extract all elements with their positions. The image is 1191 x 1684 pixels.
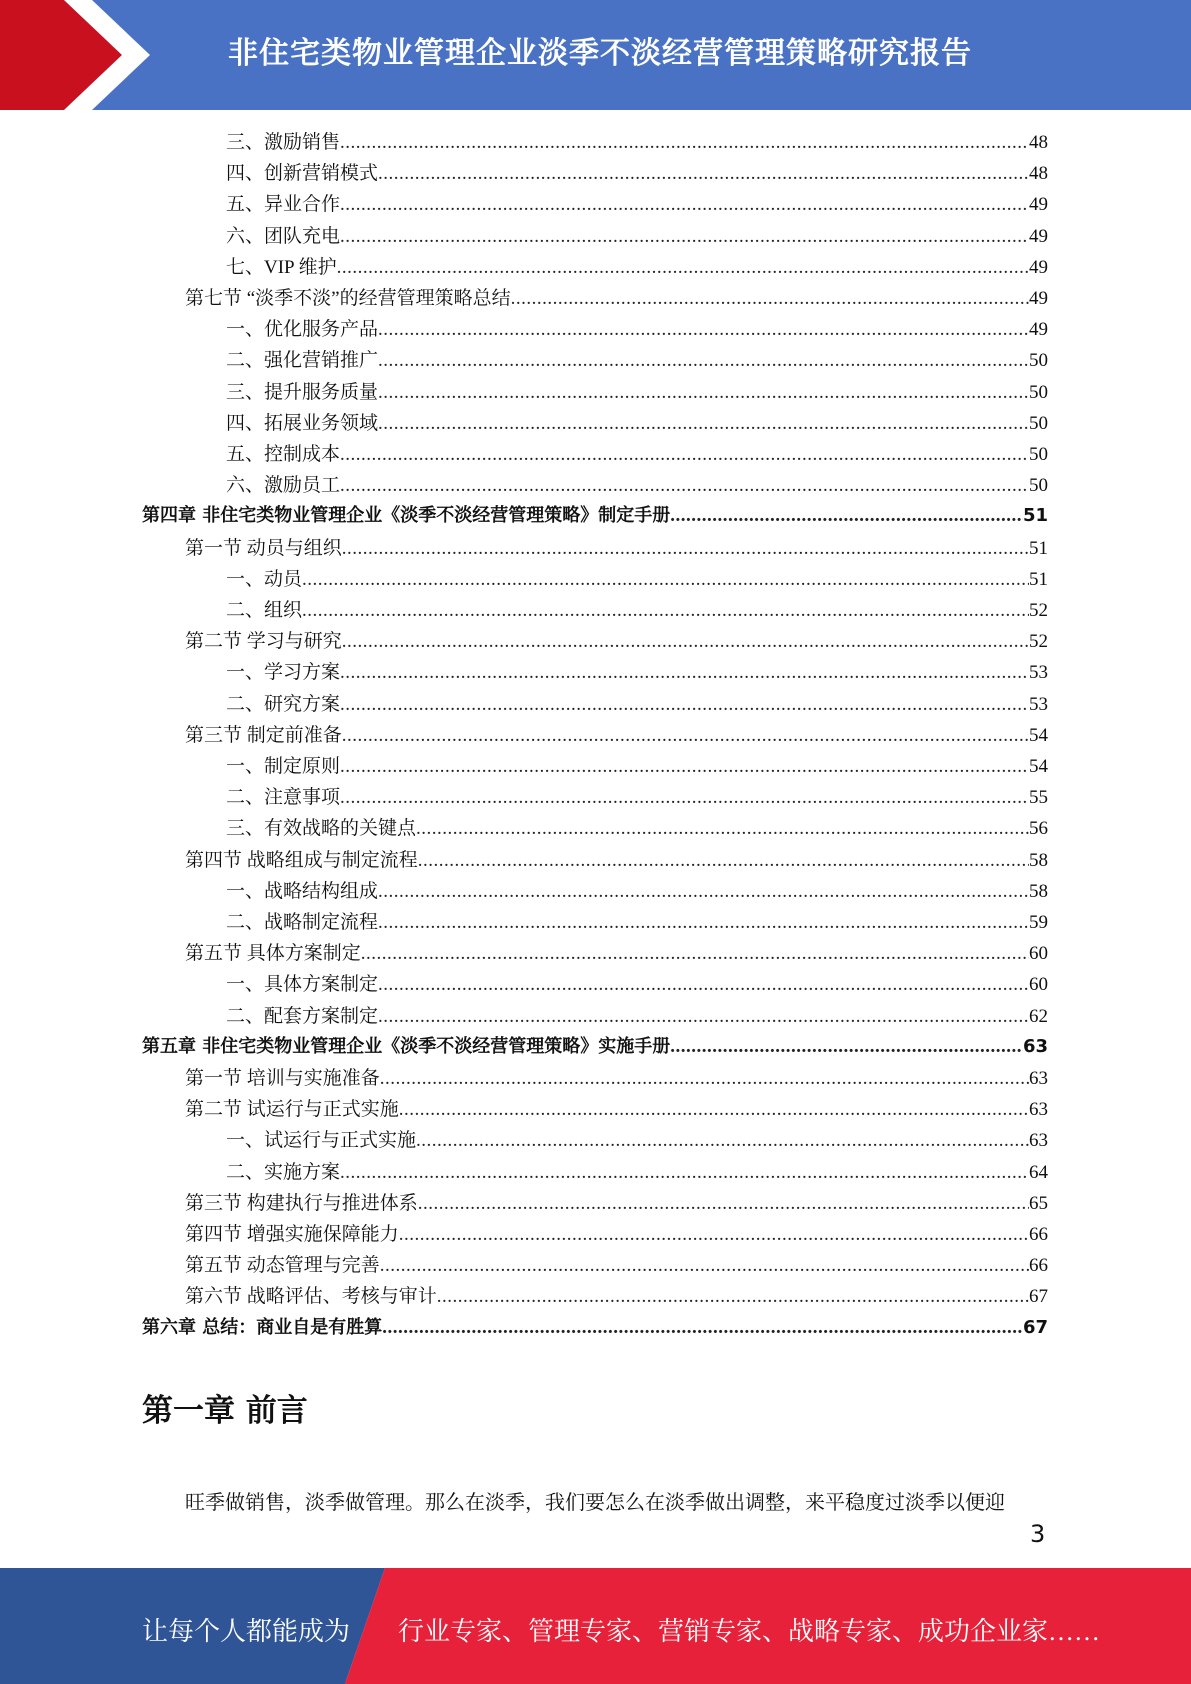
toc-entry-page: 50 — [1029, 350, 1048, 372]
toc-entry-page: 48 — [1029, 163, 1048, 185]
toc-entry-title: 三、有效战略的关键点 — [226, 818, 417, 840]
footer-slogan-left: 让每个人都能成为 — [142, 1617, 351, 1646]
toc-entry[interactable] — [226, 158, 1048, 189]
toc-entry-title: 七、VIP 维护 — [226, 256, 337, 278]
toc-entry-page: 65 — [1029, 1192, 1048, 1214]
toc-entry-page: 55 — [1029, 787, 1048, 809]
toc-entry[interactable] — [226, 907, 1048, 938]
toc-leader-dots — [340, 756, 1029, 778]
toc-entry-page: 58 — [1029, 880, 1048, 902]
toc-entry[interactable] — [226, 252, 1048, 283]
toc-entry-page: 50 — [1029, 381, 1048, 403]
toc-leader-dots — [340, 787, 1029, 809]
toc-entry-page: 50 — [1029, 444, 1048, 465]
toc-leader-dots — [416, 818, 1029, 840]
toc-leader-dots — [382, 1317, 1023, 1339]
toc-entry-page: 62 — [1029, 1005, 1048, 1027]
toc-entry-title: 第五节 动态管理与完善 — [185, 1255, 380, 1277]
toc-entry[interactable] — [226, 127, 1048, 158]
toc-entry-title: 第四节 战略组成与制定流程 — [185, 849, 418, 871]
toc-entry-page: 50 — [1029, 475, 1048, 497]
toc-entry[interactable] — [185, 1250, 1048, 1281]
toc-leader-dots — [418, 850, 1029, 872]
body-paragraph: 旺季做销售，淡季做管理。那么在淡季，我们要怎么在淡季做出调整，来平稳度过淡季以便迎 — [185, 1492, 1005, 1514]
toc-entry-page: 51 — [1029, 568, 1048, 590]
toc-leader-dots — [399, 1099, 1029, 1121]
toc-entry[interactable] — [142, 1313, 1048, 1344]
toc-entry-title: 二、配套方案制定 — [226, 1005, 379, 1027]
toc-entry[interactable] — [185, 533, 1048, 564]
toc-entry[interactable] — [185, 1281, 1048, 1312]
toc-leader-dots — [378, 163, 1029, 185]
toc-leader-dots — [399, 1224, 1029, 1246]
toc-leader-dots — [670, 505, 1023, 527]
toc-entry[interactable] — [226, 377, 1048, 408]
toc-entry-title: 六、激励员工 — [226, 475, 341, 497]
toc-entry[interactable] — [226, 189, 1048, 220]
toc-entry-page: 54 — [1029, 724, 1048, 746]
toc-leader-dots — [340, 194, 1029, 216]
toc-entry-page: 60 — [1029, 943, 1048, 965]
toc-entry-title: 第七节 “淡季不淡”的经营管理策略总结 — [185, 288, 511, 309]
toc-leader-dots — [378, 413, 1029, 435]
toc-entry-page: 48 — [1029, 132, 1048, 153]
toc-leader-dots — [416, 1130, 1029, 1152]
toc-leader-dots — [340, 1162, 1029, 1184]
toc-entry-page: 52 — [1029, 631, 1048, 653]
toc-entry-title: 第三节 制定前准备 — [185, 724, 342, 746]
toc-entry[interactable] — [142, 1032, 1048, 1063]
toc-entry[interactable] — [226, 408, 1048, 439]
toc-leader-dots — [340, 662, 1029, 684]
toc-leader-dots — [437, 1286, 1029, 1308]
toc-leader-dots — [378, 1006, 1029, 1028]
toc-leader-dots — [342, 725, 1029, 747]
toc-entry-page: 51 — [1022, 505, 1048, 527]
toc-entry[interactable] — [185, 845, 1048, 876]
toc-entry[interactable] — [185, 283, 1048, 314]
toc-entry[interactable] — [226, 470, 1048, 501]
toc-entry[interactable] — [226, 564, 1048, 595]
toc-entry[interactable] — [226, 1125, 1048, 1156]
toc-entry[interactable] — [226, 314, 1048, 345]
toc-entry-page: 49 — [1029, 256, 1048, 278]
toc-entry-page: 52 — [1029, 600, 1048, 621]
toc-entry[interactable] — [142, 501, 1048, 532]
toc-leader-dots — [378, 881, 1029, 903]
document-title: 非住宅类物业管理企业淡季不淡经营管理策略研究报告 — [228, 36, 972, 71]
toc-entry-page: 49 — [1029, 288, 1048, 309]
toc-entry-title: 一、战略结构组成 — [226, 880, 379, 902]
toc-entry-title: 二、实施方案 — [226, 1161, 341, 1183]
toc-entry-title: 四、创新营销模式 — [226, 163, 379, 185]
toc-entry[interactable] — [185, 1188, 1048, 1219]
toc-entry[interactable] — [226, 813, 1048, 844]
toc-leader-dots — [511, 288, 1029, 310]
toc-entry-title: 二、战略制定流程 — [226, 912, 379, 933]
toc-entry-page: 67 — [1029, 1286, 1048, 1308]
toc-entry[interactable] — [226, 1001, 1048, 1032]
toc-entry[interactable] — [226, 657, 1048, 688]
toc-entry-page: 51 — [1029, 537, 1048, 559]
toc-leader-dots — [378, 350, 1029, 372]
toc-entry-title: 第五节 具体方案制定 — [185, 943, 361, 965]
toc-entry-title: 第二节 学习与研究 — [185, 631, 342, 653]
toc-entry-page: 66 — [1029, 1224, 1048, 1245]
toc-entry-page: 49 — [1029, 194, 1048, 216]
toc-entry-title: 第六节 战略评估、考核与审计 — [185, 1286, 437, 1308]
toc-leader-dots — [378, 912, 1029, 934]
toc-entry-title: 第一节 动员与组织 — [185, 537, 342, 559]
page-header — [0, 0, 1191, 110]
toc-entry-title: 一、制定原则 — [226, 756, 341, 777]
toc-leader-dots — [418, 1193, 1029, 1215]
toc-entry-title: 一、学习方案 — [226, 662, 341, 684]
toc-leader-dots — [302, 569, 1029, 591]
toc-entry-title: 第三节 构建执行与推进体系 — [185, 1192, 418, 1214]
toc-entry-title: 第五章 非住宅类物业管理企业《淡季不淡经营管理策略》实施手册 — [142, 1035, 671, 1057]
toc-leader-dots — [340, 444, 1029, 466]
toc-entry[interactable] — [226, 595, 1048, 626]
toc-entry-title: 三、提升服务质量 — [226, 381, 379, 403]
toc-entry-title: 五、异业合作 — [226, 194, 341, 216]
toc-entry-page: 63 — [1029, 1130, 1048, 1152]
toc-leader-dots — [380, 1255, 1029, 1277]
toc-leader-dots — [340, 694, 1029, 716]
toc-entry-title: 第二节 试运行与正式实施 — [185, 1099, 399, 1121]
toc-entry[interactable] — [185, 626, 1048, 657]
toc-entry-page: 53 — [1029, 662, 1048, 684]
toc-leader-dots — [378, 319, 1029, 341]
toc-leader-dots — [378, 382, 1029, 404]
toc-leader-dots — [342, 631, 1029, 653]
toc-leader-dots — [340, 132, 1029, 154]
toc-entry-page: 50 — [1029, 412, 1048, 434]
toc-entry[interactable] — [226, 969, 1048, 1000]
toc-entry-title: 第六章 总结：商业自是有胜算 — [142, 1316, 383, 1338]
toc-entry[interactable] — [226, 751, 1048, 782]
toc-entry-title: 一、动员 — [226, 568, 303, 590]
toc-leader-dots — [337, 257, 1029, 279]
toc-entry-title: 五、控制成本 — [226, 444, 341, 465]
toc-entry-title: 第一节 培训与实施准备 — [185, 1068, 380, 1089]
toc-entry-title: 二、强化营销推广 — [226, 350, 379, 372]
toc-entry[interactable] — [185, 1219, 1048, 1250]
toc-leader-dots — [340, 226, 1029, 248]
toc-entry-page: 56 — [1029, 818, 1048, 840]
toc-entry-page: 54 — [1029, 756, 1048, 777]
toc-entry-title: 三、激励销售 — [226, 132, 341, 153]
toc-entry[interactable] — [226, 345, 1048, 376]
toc-entry-page: 58 — [1029, 849, 1048, 871]
page-footer — [0, 1568, 1191, 1684]
toc-entry-title: 二、注意事项 — [226, 787, 341, 809]
toc-entry-title: 一、优化服务产品 — [226, 319, 379, 341]
toc-entry[interactable] — [226, 689, 1048, 720]
toc-entry[interactable] — [226, 1157, 1048, 1188]
toc-entry[interactable] — [185, 1063, 1048, 1094]
toc-entry[interactable] — [226, 439, 1048, 470]
toc-entry[interactable] — [226, 782, 1048, 813]
toc-entry[interactable] — [185, 720, 1048, 751]
toc-entry-page: 49 — [1029, 319, 1048, 341]
toc-entry-page: 63 — [1022, 1035, 1048, 1057]
toc-entry-page: 49 — [1029, 225, 1048, 247]
toc-leader-dots — [670, 1036, 1023, 1058]
toc-entry-page: 67 — [1022, 1316, 1048, 1338]
toc-entry-title: 一、试运行与正式实施 — [226, 1130, 417, 1152]
toc-entry-title: 第四节 增强实施保障能力 — [185, 1224, 399, 1245]
chapter-heading: 第一章 前言 — [142, 1393, 308, 1429]
toc-entry-title: 第四章 非住宅类物业管理企业《淡季不淡经营管理策略》制定手册 — [142, 505, 671, 527]
toc-entry[interactable] — [226, 876, 1048, 907]
toc-entry[interactable] — [226, 221, 1048, 252]
page-number: 3 — [1030, 1520, 1046, 1548]
toc-entry-title: 二、组织 — [226, 600, 303, 621]
toc-entry-page: 63 — [1029, 1099, 1048, 1121]
toc-entry[interactable] — [185, 1094, 1048, 1125]
toc-entry-title: 一、具体方案制定 — [226, 974, 379, 996]
toc-leader-dots — [302, 600, 1029, 622]
toc-entry-page: 53 — [1029, 693, 1048, 715]
toc-leader-dots — [340, 475, 1029, 497]
toc-leader-dots — [342, 538, 1029, 560]
toc-entry-title: 二、研究方案 — [226, 693, 341, 715]
toc-entry-page: 60 — [1029, 974, 1048, 996]
toc-entry-title: 四、拓展业务领域 — [226, 412, 379, 434]
toc-entry-page: 64 — [1029, 1161, 1048, 1183]
toc-leader-dots — [378, 974, 1029, 996]
toc-entry-page: 66 — [1029, 1255, 1048, 1277]
toc-entry-page: 63 — [1029, 1068, 1048, 1089]
toc-entry-title: 六、团队充电 — [226, 225, 341, 247]
toc-leader-dots — [361, 943, 1029, 965]
toc-entry[interactable] — [185, 938, 1048, 969]
footer-slogan-right: 行业专家、管理专家、营销专家、战略专家、成功企业家…… — [398, 1617, 1101, 1646]
toc-leader-dots — [380, 1068, 1029, 1090]
toc-entry-page: 59 — [1029, 912, 1048, 933]
